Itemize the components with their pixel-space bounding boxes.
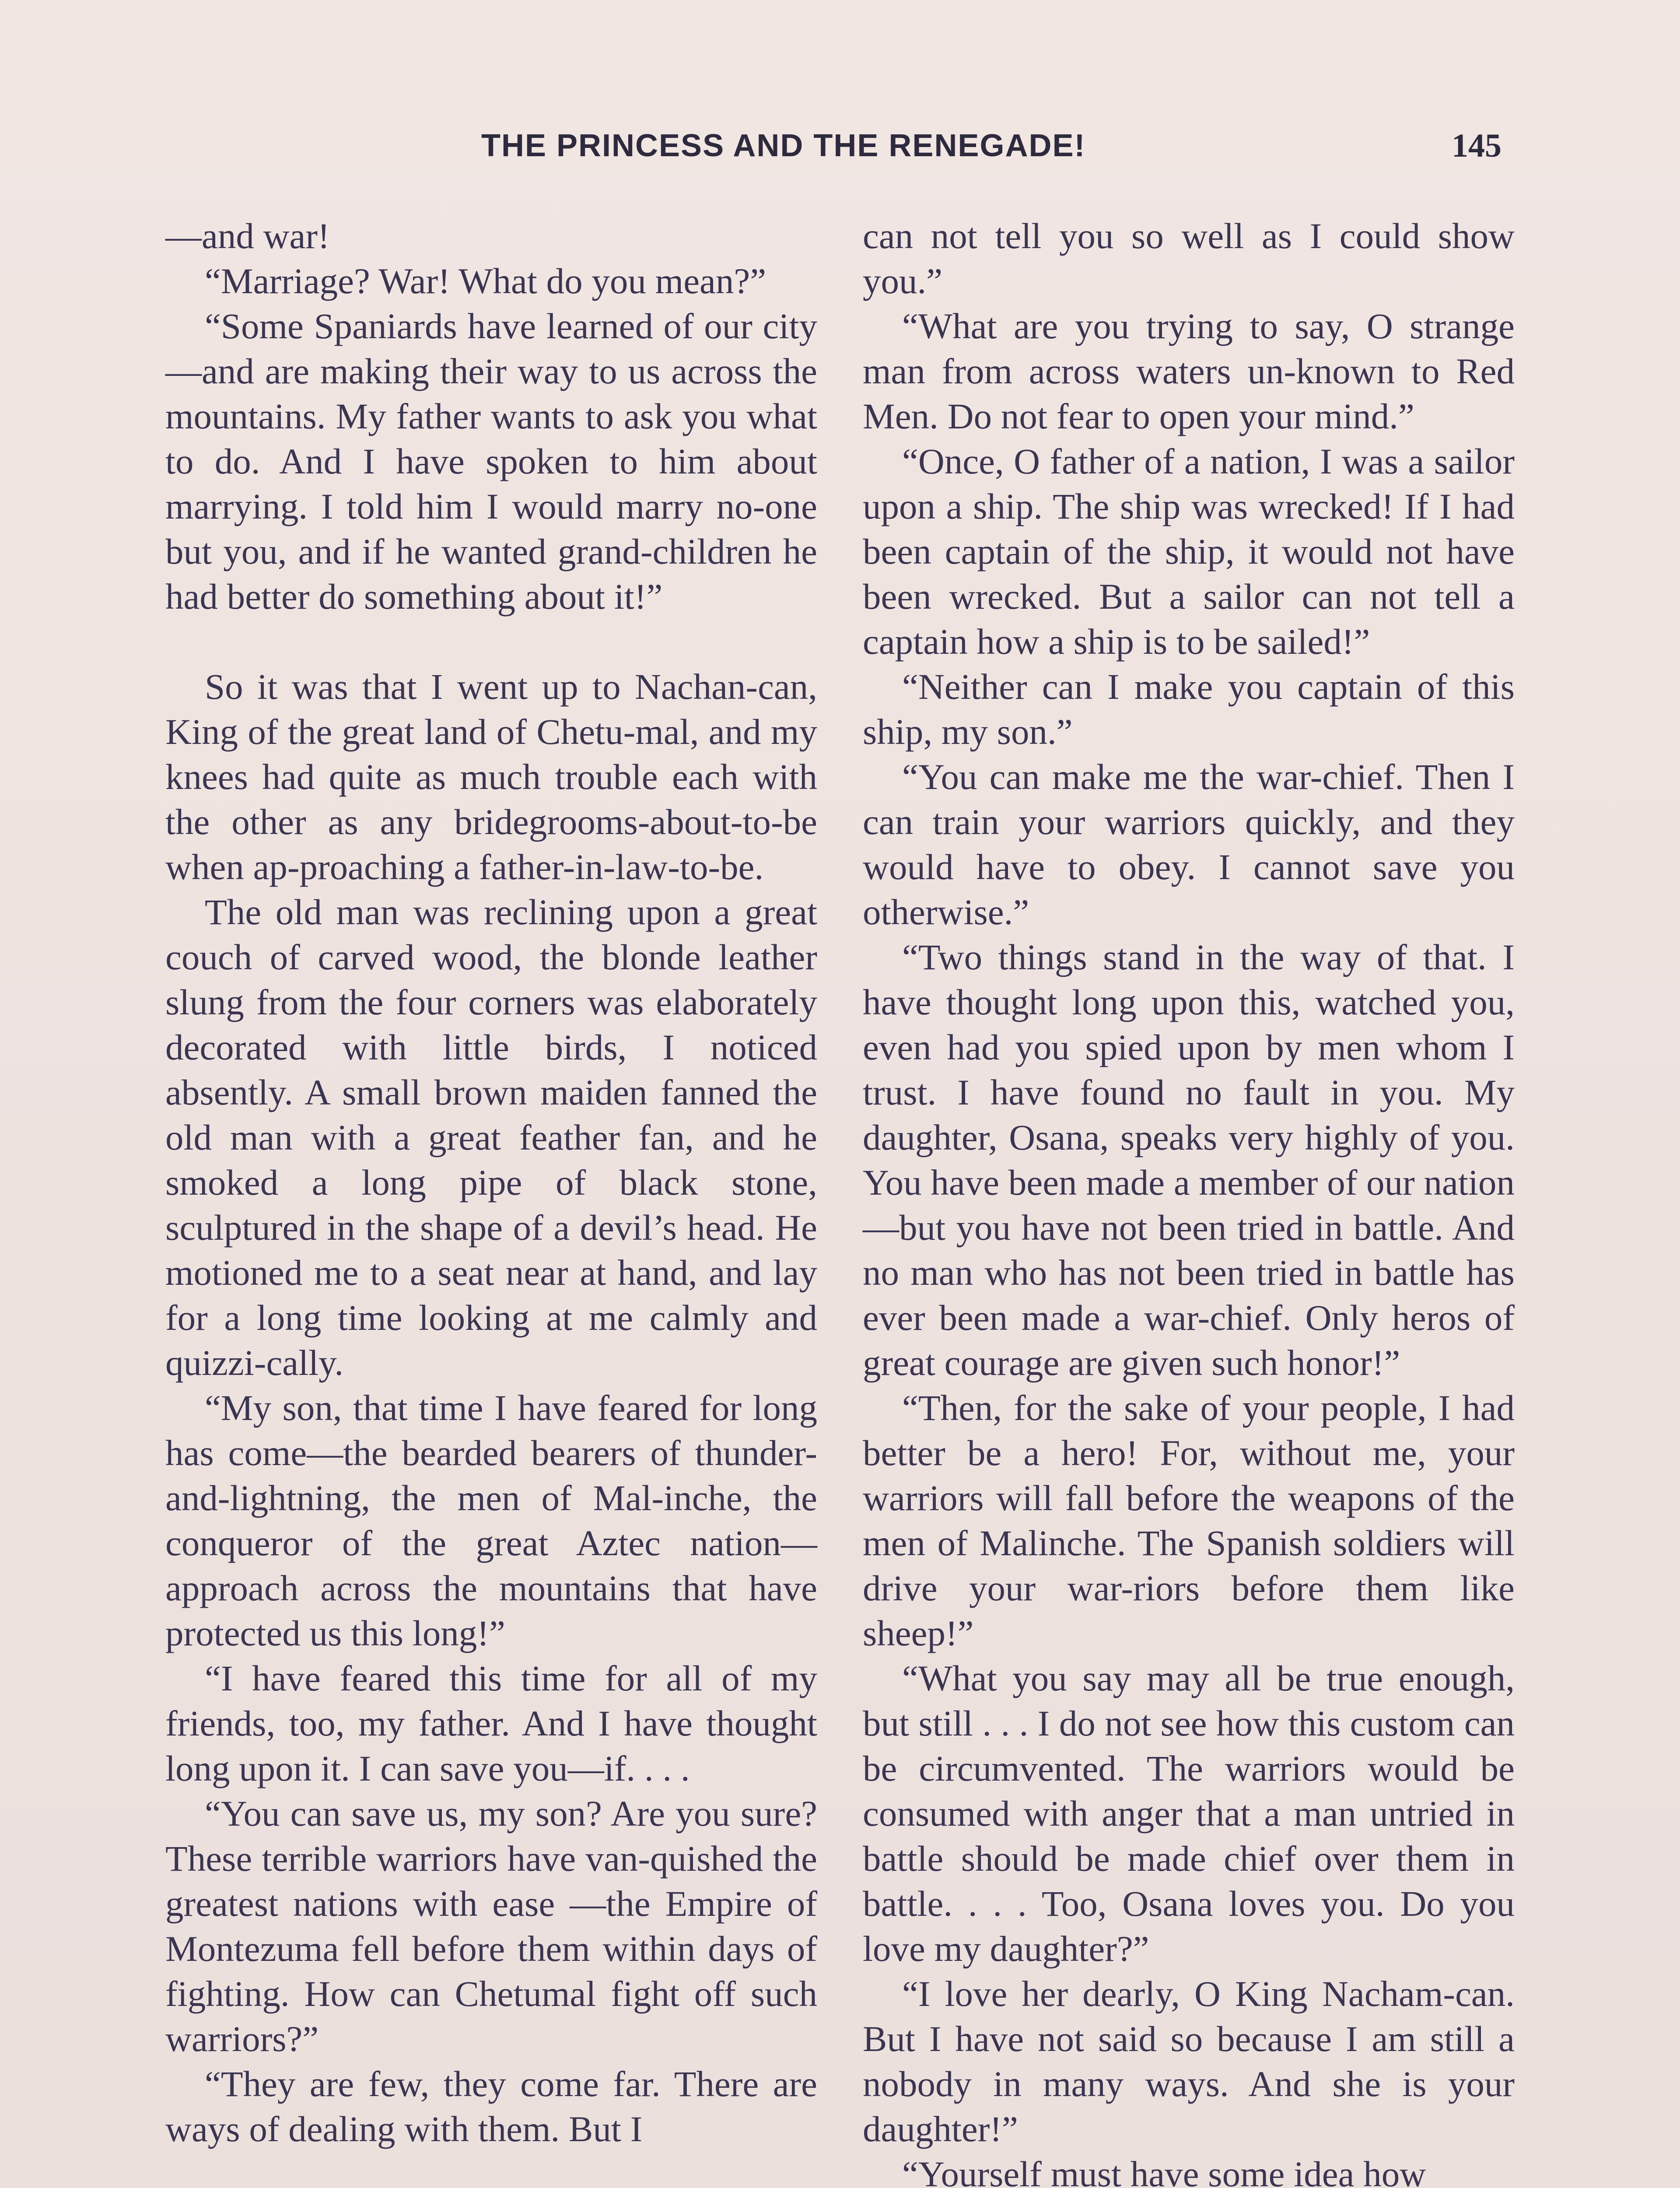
paragraph: “You can make me the war-chief. Then I can train your warriors quickly, and they would have to obey. I cannot save you otherwise.” [863,757,1515,932]
paragraph: —and war! [165,216,330,256]
paragraph: “I have feared this time for all of my friends, too, my father. And I have thought long upon it. I can save you—if. . . . [165,1658,817,1788]
right-column [863,214,1515,2188]
paragraph: “You can save us, my son? Are you sure? These terrible warriors have van-quished the greatest nations with ease —the Empire of Montezuma fell before them within days of fighting. How can Chetumal fight off such warriors?” [165,1793,817,2059]
paragraph: “Then, for the sake of your people, I had better be a hero! For, without me, your warriors will fall before the weapons of the men of Malinche. The Spanish soldiers will drive your war-riors before them like sheep!” [863,1388,1515,1653]
running-head: THE PRINCESS AND THE RENEGADE! [481,128,1086,163]
page-number: 145 [1452,127,1502,164]
paragraph: “I love her dearly, O King Nacham-can. But I have not said so because I am still a nobody in many ways. And she is your daughter!” [863,1974,1515,2149]
paragraph: “Some Spaniards have learned of our city—and are making their way to us across the mountains. My father wants to ask you what to do. And I have spoken to him about marrying. I told him I would marry no-one but you, and if he wanted grand-children he had better do something about it!” [165,306,817,617]
paragraph: “Yourself must have some idea how [902,2154,1426,2188]
paragraph: “Once, O father of a nation, I was a sailor upon a ship. The ship was wrecked! If I had been captain of the ship, it would not have been wrecked. But a sailor can not tell a captain how a ship is to be sailed!” [863,441,1515,662]
paragraph: “They are few, they come far. There are ways of dealing with them. But I [165,2064,817,2149]
paragraph: “What you say may all be true enough, but still . . . I do not see how this custom can be circumvented. The warriors would be consumed with anger that a man untried in battle should be made chief over them in battle. . . . Too, Osana loves you. Do you love my daughter?” [863,1658,1515,1969]
paragraph: “Neither can I make you captain of this ship, my son.” [863,666,1515,752]
paragraph: The old man was reclining upon a great couch of carved wood, the blonde leather slung from the four corners was elaborately decorated with little birds, I noticed absently. A small brown maiden fanned the old man with a great feather fan, and he smoked a long pipe of black stone, sculptured in the shape of a devil’s head. He motioned me to a seat near at hand, and lay for a long time looking at me calmly and quizzi-cally. [165,892,817,1383]
left-column [165,214,817,2152]
paragraph: “Marriage? War! What do you mean?” [205,261,766,301]
paragraph: can not tell you so well as I could show you.” [863,216,1515,301]
paragraph: “What are you trying to say, O strange man from across waters un-known to Red Men. Do not fear to open your mind.” [863,306,1515,436]
paragraph: “Two things stand in the way of that. I have thought long upon this, watched you, even had you spied upon by men whom I trust. I have found no fault in you. My daughter, Osana, speaks very highly of you. You have been made a member of our nation—but you have not been tried in battle. And no man who has not been tried in battle has ever been made a war-chief. Only heros of great courage are given such honor!” [863,937,1515,1383]
paragraph: So it was that I went up to Nachan-can, King of the great land of Chetu-mal, and my knees had quite as much trouble each with the other as any bridegrooms-about-to-be when ap-proaching a father-in-law-to-be. [165,666,817,887]
paragraph: “My son, that time I have feared for long has come—the bearded bearers of thunder-and-lightning, the men of Mal-inche, the conqueror of the great Aztec nation—approach across the mountains that have protected us this long!” [165,1388,817,1653]
